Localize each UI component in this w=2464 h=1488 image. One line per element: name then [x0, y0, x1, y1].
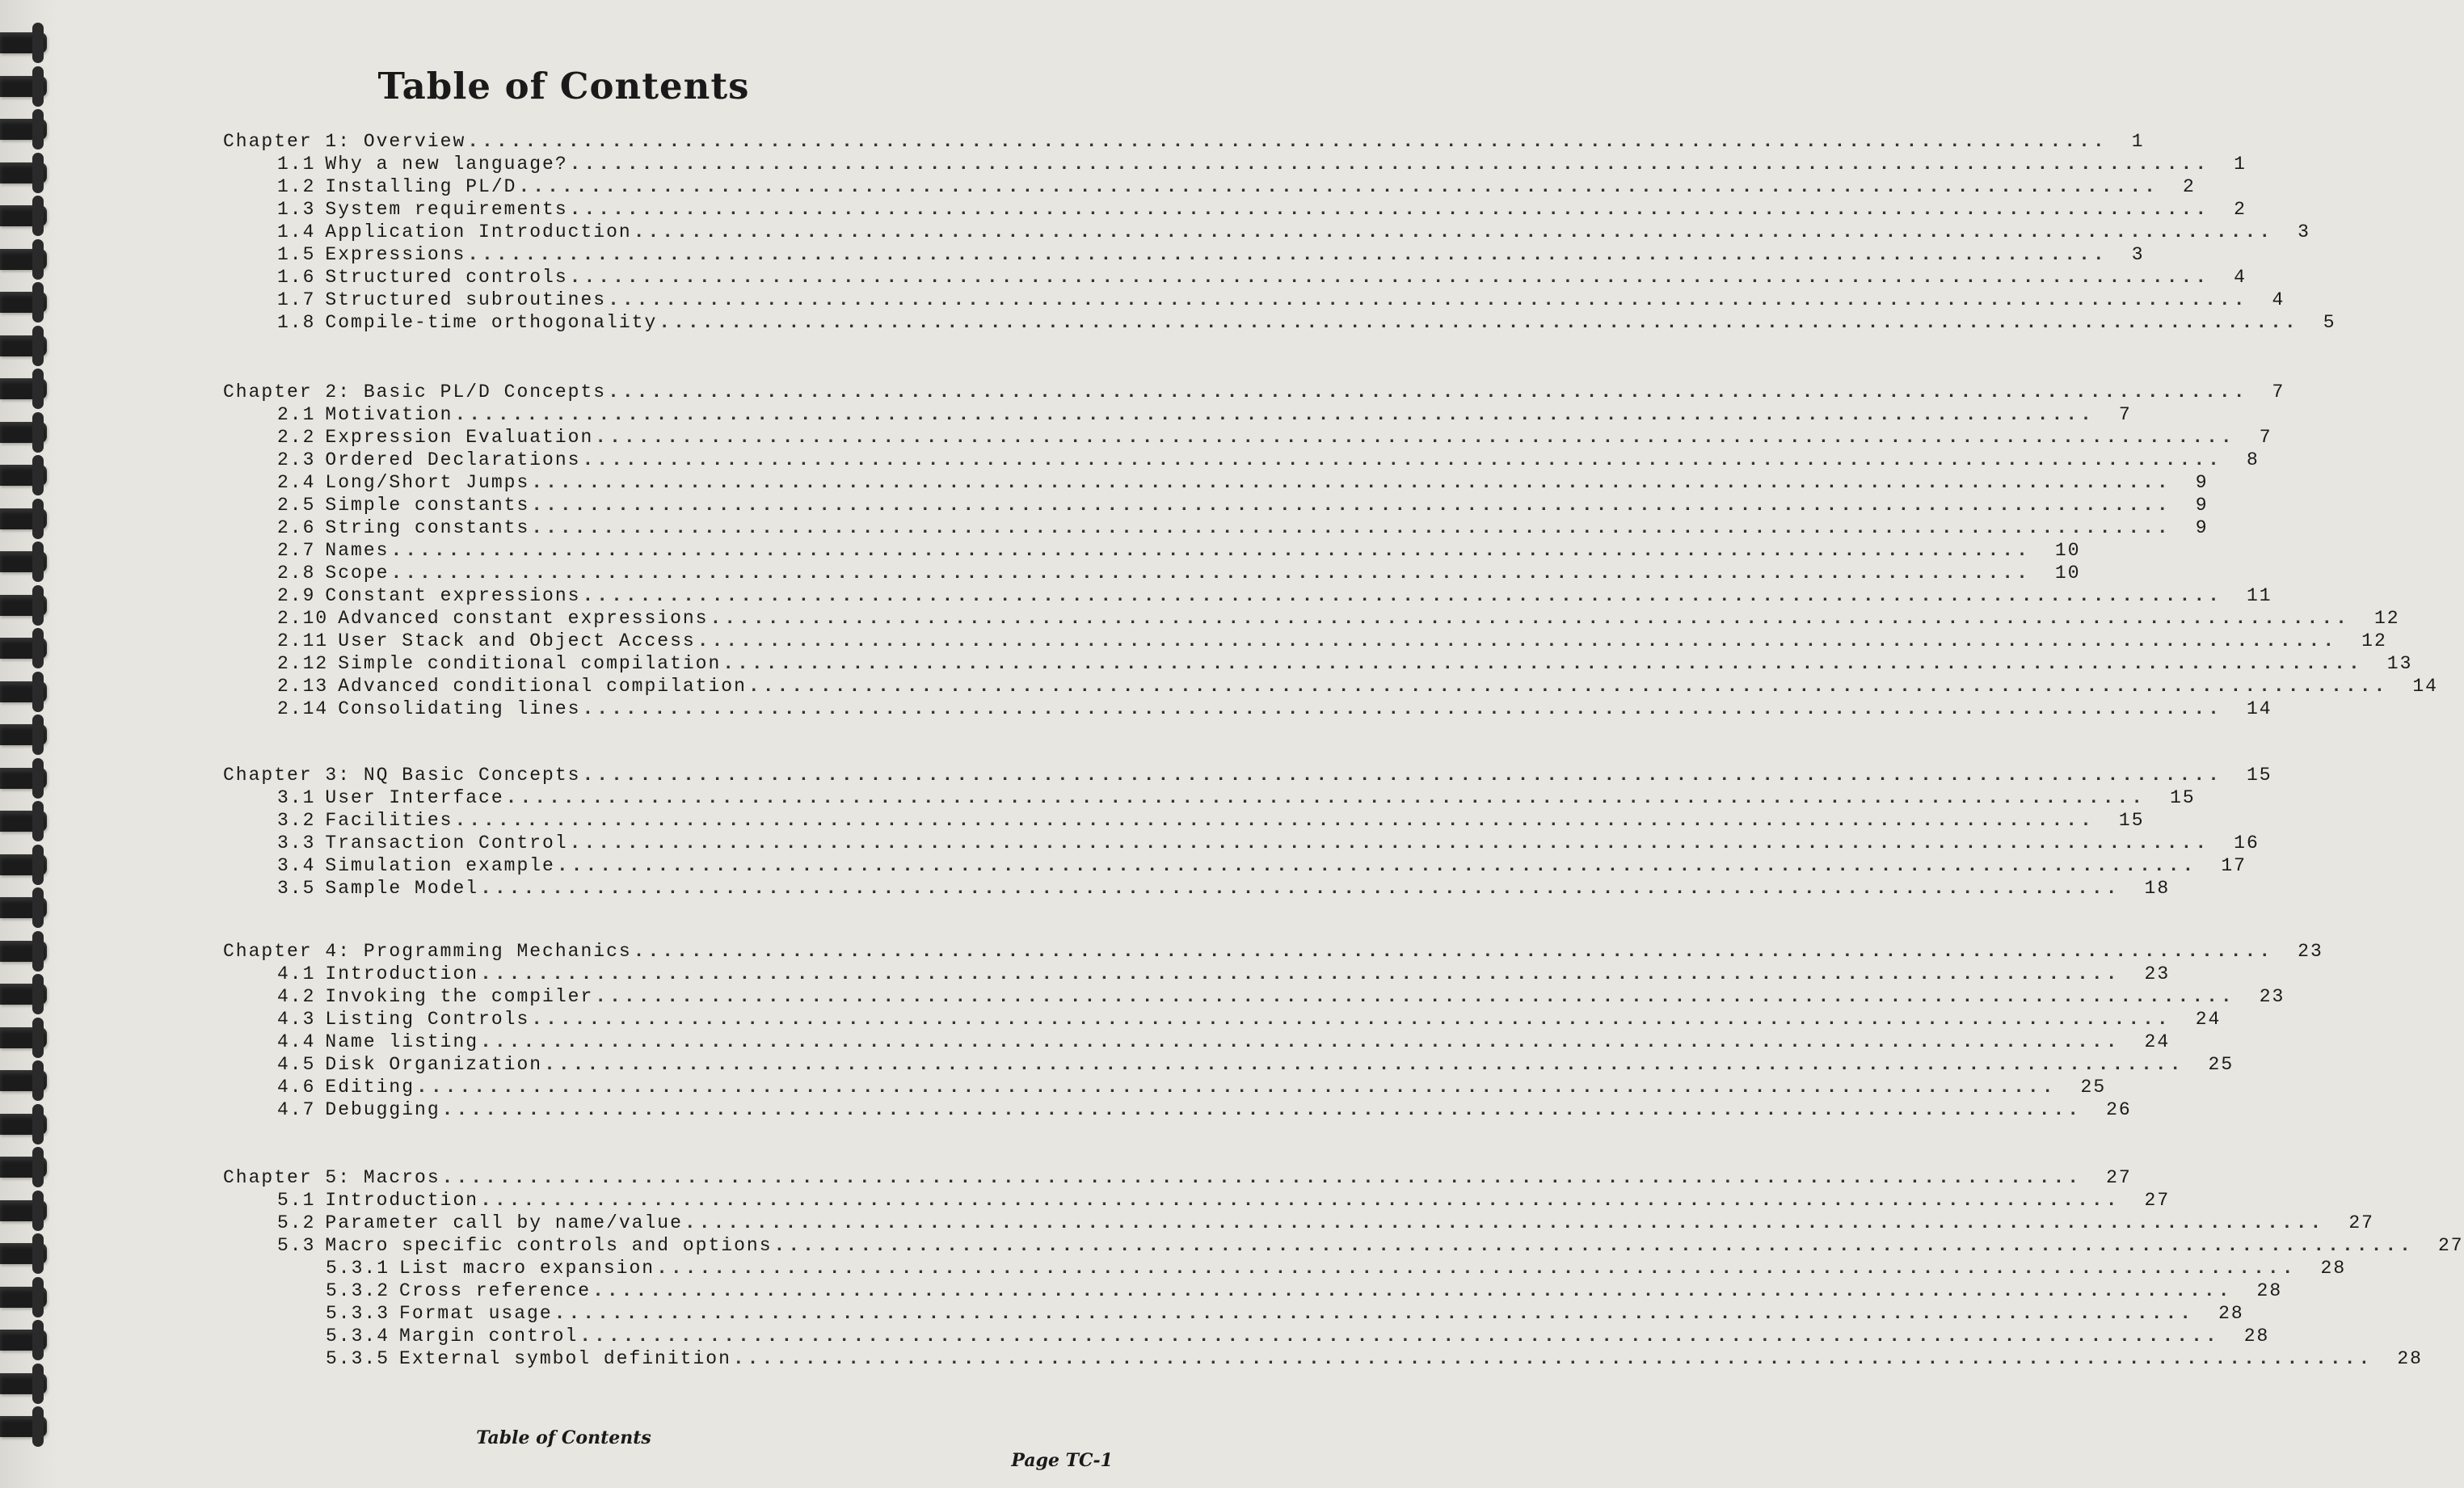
toc-section-entry [277, 242, 2145, 265]
toc-page-number: 4 [2234, 267, 2247, 288]
toc-dot-leader: .................................................................................................................. [582, 585, 2222, 606]
toc-section-number: 3.4 [277, 855, 316, 876]
toc-section-title: Installing PL/D [325, 176, 517, 197]
toc-page-number: 17 [2221, 855, 2247, 876]
toc-section-entry [277, 288, 2285, 310]
toc-section-title: Constant expressions [325, 585, 581, 606]
toc-page-number: 15 [2118, 810, 2145, 831]
toc-section-number: 1.5 [277, 244, 316, 265]
toc-page-number: 2 [2182, 176, 2196, 197]
toc-section-number: 5.3 [277, 1235, 316, 1256]
toc-page-number: 14 [2412, 676, 2438, 697]
toc-page-number: 7 [2118, 404, 2132, 425]
toc-section-title: Facilities [325, 810, 453, 831]
toc-section-number: 2.11 [277, 630, 329, 651]
toc-dot-leader: .................................................................................................................. [579, 1326, 2220, 1347]
toc-dot-leader: .................................................................................................................. [710, 608, 2350, 629]
toc-section-entry [277, 831, 2260, 854]
toc-page-number: 27 [2106, 1167, 2132, 1188]
toc-chapter-entry [223, 763, 2272, 786]
toc-dot-leader: .................................................................................................................. [633, 221, 2274, 242]
toc-section-entry [277, 962, 2171, 984]
toc-dot-leader: .................................................................................................................. [722, 653, 2363, 674]
toc-section-number: 2.6 [277, 517, 316, 538]
toc-section-title: Names [325, 540, 390, 561]
toc-dot-leader: .................................................................................................................. [595, 427, 2235, 448]
toc-section-entry [277, 674, 2438, 697]
toc-dot-leader: .................................................................................................................. [582, 449, 2222, 470]
toc-section-title: Simulation example [325, 855, 555, 876]
toc-section-number: 2.8 [277, 563, 316, 584]
toc-section-title: Application Introduction [325, 221, 632, 242]
toc-dot-leader: .................................................................................................................. [531, 472, 2171, 493]
toc-section-entry [277, 1007, 2222, 1030]
toc-section-title: Expression Evaluation [325, 427, 594, 448]
toc-section-title: Listing Controls [325, 1009, 530, 1030]
toc-section-title: Margin control [399, 1326, 579, 1347]
toc-section-entry [277, 786, 2196, 808]
toc-page-number: 16 [2234, 833, 2260, 854]
toc-dot-leader: .................................................................................................................. [480, 963, 2121, 984]
toc-dot-leader: .................................................................................................................. [518, 176, 2159, 197]
toc-dot-leader: .................................................................................................................. [554, 1303, 2195, 1324]
toc-dot-leader: .................................................................................................................. [390, 540, 2031, 561]
toc-dot-leader: .................................................................................................................. [480, 1190, 2121, 1211]
toc-section-number: 2.12 [277, 653, 329, 674]
toc-section-title: Debugging [325, 1099, 440, 1120]
toc-section-title: Sample Model [325, 878, 479, 899]
toc-section-entry [326, 1347, 2423, 1369]
toc-section-number: 4.7 [277, 1099, 316, 1120]
toc-section-title: Editing [325, 1077, 415, 1098]
toc-page-number: 15 [2246, 765, 2272, 786]
toc-section-title: Motivation [325, 404, 453, 425]
page-title: Table of Contents [377, 65, 750, 107]
toc-section-number: 2.9 [277, 585, 316, 606]
toc-section-entry [277, 493, 2209, 516]
toc-page-number: 7 [2259, 427, 2272, 448]
toc-dot-leader: .................................................................................................................. [390, 563, 2031, 584]
toc-dot-leader: .................................................................................................................. [531, 495, 2171, 516]
toc-section-entry [277, 876, 2171, 899]
toc-section-entry [277, 651, 2413, 674]
toc-page-number: 18 [2144, 878, 2171, 899]
toc-section-number: 4.3 [277, 1009, 316, 1030]
toc-dot-leader: .................................................................................................................. [467, 244, 2108, 265]
toc-section-title: Name listing [325, 1031, 479, 1052]
toc-page-number: 9 [2195, 517, 2209, 538]
toc-section-title: User Interface [325, 787, 504, 808]
toc-section-number: 3.3 [277, 833, 316, 854]
toc-dot-leader: .................................................................................................................. [582, 765, 2222, 786]
toc-dot-leader: .................................................................................................................. [505, 787, 2146, 808]
toc-section-entry [326, 1256, 2347, 1279]
toc-page-number: 1 [2131, 131, 2145, 152]
toc-chapter-entry [223, 1166, 2132, 1188]
toc-section-entry [277, 403, 2132, 425]
toc-dot-leader: .................................................................................................................. [531, 1009, 2171, 1030]
toc-section-title: List macro expansion [399, 1258, 655, 1279]
toc-section-number: 2.4 [277, 472, 316, 493]
toc-section-number: 2.1 [277, 404, 316, 425]
toc-page-number: 1 [2234, 154, 2247, 175]
toc-page-number: 9 [2195, 495, 2209, 516]
toc-dot-leader: .................................................................................................................. [773, 1235, 2414, 1256]
toc-chapter-title: Chapter 5: Macros [223, 1167, 440, 1188]
toc-page-number: 10 [2054, 540, 2081, 561]
toc-dot-leader: .................................................................................................................. [569, 154, 2210, 175]
toc-section-title: Introduction [325, 1190, 479, 1211]
toc-section-title: Long/Short Jumps [325, 472, 530, 493]
toc-section-entry [277, 197, 2247, 220]
toc-section-entry [277, 697, 2272, 719]
toc-dot-leader: .................................................................................................................. [656, 1258, 2297, 1279]
toc-dot-leader: .................................................................................................................. [732, 1348, 2373, 1369]
toc-dot-leader: .................................................................................................................. [592, 1280, 2233, 1301]
toc-dot-leader: .................................................................................................................. [608, 289, 2248, 310]
toc-dot-leader: .................................................................................................................. [633, 941, 2274, 962]
toc-section-number: 2.14 [277, 698, 329, 719]
toc-page-number: 28 [2320, 1258, 2347, 1279]
toc-section-number: 1.6 [277, 267, 316, 288]
toc-page-number: 24 [2144, 1031, 2171, 1052]
toc-section-number: 4.6 [277, 1077, 316, 1098]
toc-page-number: 28 [2243, 1326, 2270, 1347]
toc-section-entry [277, 1098, 2132, 1120]
toc-page-number: 27 [2348, 1212, 2374, 1233]
toc-section-entry [277, 152, 2247, 175]
toc-section-entry [277, 606, 2400, 629]
toc-section-entry [277, 516, 2209, 538]
toc-page-number: 11 [2246, 585, 2272, 606]
toc-section-title: Cross reference [399, 1280, 592, 1301]
toc-section-title: Macro specific controls and options [325, 1235, 773, 1256]
footer-page-number: Page TC-1 [1011, 1450, 1113, 1471]
toc-dot-leader: .................................................................................................................. [569, 199, 2210, 220]
toc-section-number: 3.2 [277, 810, 316, 831]
toc-page-number: 23 [2144, 963, 2171, 984]
toc-section-number: 5.2 [277, 1212, 316, 1233]
toc-section-entry [277, 1188, 2171, 1211]
toc-page-number: 23 [2259, 986, 2285, 1007]
toc-section-number: 2.3 [277, 449, 316, 470]
footer-title: Table of Contents [476, 1427, 651, 1448]
toc-dot-leader: .................................................................................................................. [531, 517, 2171, 538]
toc-section-number: 5.3.3 [326, 1303, 390, 1324]
toc-section-number: 1.7 [277, 289, 316, 310]
toc-section-number: 3.1 [277, 787, 316, 808]
toc-section-title: Structured controls [325, 267, 568, 288]
toc-section-entry [277, 984, 2285, 1007]
toc-section-number: 5.3.1 [326, 1258, 390, 1279]
toc-dot-leader: .................................................................................................................. [684, 1212, 2325, 1233]
toc-section-number: 5.1 [277, 1190, 316, 1211]
toc-section-entry [277, 1030, 2171, 1052]
toc-page-number: 3 [2131, 244, 2145, 265]
toc-section-entry [326, 1279, 2283, 1301]
toc-page-number: 12 [2373, 608, 2400, 629]
toc-section-entry [277, 470, 2209, 493]
toc-page-number: 13 [2386, 653, 2413, 674]
toc-section-number: 5.3.4 [326, 1326, 390, 1347]
toc-dot-leader: .................................................................................................................. [416, 1077, 2057, 1098]
toc-chapter-title: Chapter 4: Programming Mechanics [223, 941, 632, 962]
toc-dot-leader: .................................................................................................................. [569, 267, 2210, 288]
toc-page-number: 7 [2272, 381, 2285, 403]
toc-dot-leader: .................................................................................................................. [480, 878, 2121, 899]
toc-section-title: Simple conditional compilation [338, 653, 722, 674]
toc-page-number: 9 [2195, 472, 2209, 493]
toc-page-number: 8 [2246, 449, 2260, 470]
toc-section-title: Format usage [399, 1303, 553, 1324]
toc-section-title: Ordered Declarations [325, 449, 581, 470]
toc-section-entry [277, 1233, 2464, 1256]
toc-dot-leader: .................................................................................................................. [748, 676, 2389, 697]
toc-dot-leader: .................................................................................................................. [441, 1099, 2083, 1120]
toc-section-entry [277, 854, 2247, 876]
toc-section-title: String constants [325, 517, 530, 538]
toc-section-title: Introduction [325, 963, 479, 984]
toc-page-number: 28 [2218, 1303, 2244, 1324]
toc-page-number: 3 [2298, 221, 2310, 242]
toc-section-number: 1.3 [277, 199, 316, 220]
toc-section-number: 1.8 [277, 312, 316, 333]
toc-chapter-entry [223, 939, 2323, 962]
toc-section-title: Scope [325, 563, 390, 584]
toc-section-entry [277, 808, 2145, 831]
toc-section-entry [277, 561, 2081, 584]
toc-section-entry [277, 1052, 2234, 1075]
toc-section-title: Transaction Control [325, 833, 568, 854]
toc-section-number: 2.2 [277, 427, 316, 448]
toc-section-entry [277, 175, 2196, 197]
toc-section-entry [277, 1211, 2374, 1233]
toc-section-title: Why a new language? [325, 154, 568, 175]
toc-section-title: Parameter call by name/value [325, 1212, 683, 1233]
toc-section-title: Simple constants [325, 495, 530, 516]
toc-dot-leader: .................................................................................................................. [659, 312, 2299, 333]
toc-page-number: 27 [2437, 1235, 2464, 1256]
toc-page-number: 5 [2323, 312, 2336, 333]
toc-section-title: Disk Organization [325, 1054, 543, 1075]
toc-chapter-title: Chapter 2: Basic PL/D Concepts [223, 381, 607, 403]
toc-page-number: 23 [2298, 941, 2323, 962]
toc-section-title: External symbol definition [399, 1348, 731, 1369]
toc-chapter-title: Chapter 3: NQ Basic Concepts [223, 765, 581, 786]
toc-section-title: System requirements [325, 199, 568, 220]
toc-dot-leader: .................................................................................................................. [697, 630, 2338, 651]
toc-section-entry [277, 538, 2081, 561]
toc-page-number: 4 [2272, 289, 2285, 310]
toc-dot-leader: .................................................................................................................. [595, 986, 2235, 1007]
toc-section-title: Compile-time orthogonality [325, 312, 658, 333]
toc-dot-leader: .................................................................................................................. [454, 810, 2095, 831]
toc-page-number: 25 [2208, 1054, 2234, 1075]
toc-section-title: Advanced conditional compilation [338, 676, 747, 697]
toc-section-number: 2.10 [277, 608, 329, 629]
toc-section-number: 3.5 [277, 878, 316, 899]
toc-section-number: 5.3.2 [326, 1280, 390, 1301]
toc-section-entry [277, 220, 2310, 242]
toc-section-number: 2.7 [277, 540, 316, 561]
toc-chapter-entry [223, 380, 2285, 403]
toc-section-number: 2.13 [277, 676, 329, 697]
toc-section-entry [277, 265, 2247, 288]
toc-section-title: Structured subroutines [325, 289, 607, 310]
toc-section-entry [277, 310, 2336, 333]
toc-page-number: 27 [2144, 1190, 2171, 1211]
toc-dot-leader: .................................................................................................................. [582, 698, 2222, 719]
toc-section-title: Consolidating lines [338, 698, 581, 719]
toc-section-entry [277, 629, 2387, 651]
toc-dot-leader: .................................................................................................................. [441, 1167, 2083, 1188]
toc-section-entry [326, 1301, 2244, 1324]
toc-section-entry [277, 584, 2272, 606]
toc-section-title: Advanced constant expressions [338, 608, 709, 629]
toc-dot-leader: .................................................................................................................. [569, 833, 2210, 854]
toc-section-number: 1.1 [277, 154, 316, 175]
toc-section-entry [277, 1075, 2107, 1098]
toc-section-number: 4.2 [277, 986, 316, 1007]
toc-page-number: 15 [2170, 787, 2196, 808]
toc-section-entry [326, 1324, 2270, 1347]
toc-section-number: 2.5 [277, 495, 316, 516]
toc-dot-leader: .................................................................................................................. [556, 855, 2197, 876]
toc-dot-leader: .................................................................................................................. [480, 1031, 2121, 1052]
toc-section-title: Invoking the compiler [325, 986, 594, 1007]
toc-page-number: 28 [2256, 1280, 2283, 1301]
toc-dot-leader: .................................................................................................................. [454, 404, 2095, 425]
toc-chapter-title: Chapter 1: Overview [223, 131, 466, 152]
toc-page-number: 24 [2195, 1009, 2222, 1030]
toc-page-number: 26 [2106, 1099, 2132, 1120]
toc-page-number: 28 [2397, 1348, 2423, 1369]
toc-section-title: Expressions [325, 244, 466, 265]
toc-section-number: 1.4 [277, 221, 316, 242]
toc-dot-leader: .................................................................................................................. [608, 381, 2248, 403]
toc-section-entry [277, 448, 2260, 470]
toc-page-number: 14 [2246, 698, 2272, 719]
toc-dot-leader: .................................................................................................................. [467, 131, 2108, 152]
toc-page-number: 12 [2361, 630, 2387, 651]
toc-section-number: 4.4 [277, 1031, 316, 1052]
toc-dot-leader: .................................................................................................................. [544, 1054, 2184, 1075]
toc-page-number: 2 [2234, 199, 2247, 220]
toc-section-number: 5.3.5 [326, 1348, 390, 1369]
toc-section-number: 4.5 [277, 1054, 316, 1075]
toc-chapter-entry [223, 129, 2145, 152]
toc-section-entry [277, 425, 2272, 448]
toc-page-number: 25 [2080, 1077, 2107, 1098]
toc-section-title: User Stack and Object Access [338, 630, 696, 651]
toc-section-number: 4.1 [277, 963, 316, 984]
toc-page-number: 10 [2054, 563, 2081, 584]
toc-section-number: 1.2 [277, 176, 316, 197]
